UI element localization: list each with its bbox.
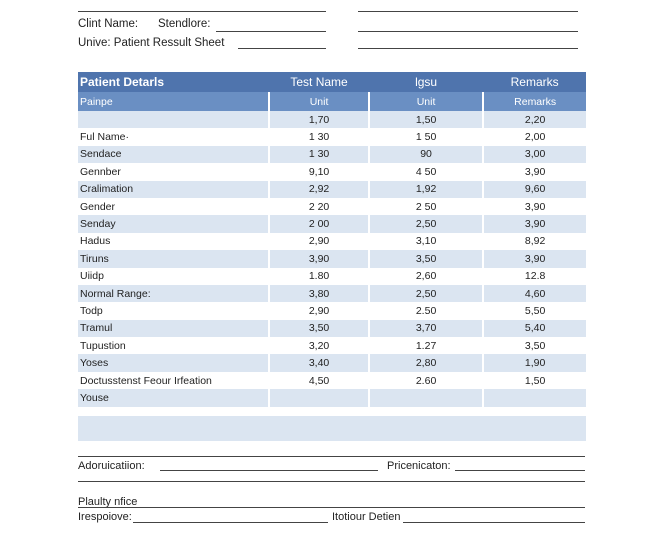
row-label: Normal Range:	[78, 285, 269, 302]
row-value-1: 1 30	[269, 146, 369, 163]
row-label	[78, 111, 269, 128]
footer-line-top	[78, 456, 585, 457]
table-row	[78, 302, 586, 319]
table-row	[78, 146, 586, 163]
row-value-3: 2,00	[483, 128, 586, 145]
authorization-label: Adoruicatiion:	[78, 460, 145, 472]
row-value-2: 1.27	[369, 337, 483, 354]
row-label: Yoses	[78, 354, 269, 371]
standard-label: Stendlore:	[158, 18, 211, 30]
row-value-1: 3,40	[269, 354, 369, 371]
row-label: Senday	[78, 215, 269, 232]
client-name-label: Clint Name:	[78, 18, 139, 30]
row-value-3: 3,90	[483, 215, 586, 232]
row-value-1: 3,80	[269, 285, 369, 302]
sheet-title-field-line[interactable]	[238, 48, 326, 49]
top-line-left	[78, 11, 326, 12]
row-value-2: 2.50	[369, 302, 483, 319]
row-label: Todp	[78, 302, 269, 319]
row-value-3: 9,60	[483, 181, 586, 198]
row-value-3: 3,00	[483, 146, 586, 163]
row-label: Cralimation	[78, 181, 269, 198]
row-label: Hadus	[78, 233, 269, 250]
row-value-1: 1.80	[269, 268, 369, 285]
footer-line-mid	[78, 481, 585, 482]
row-value-3: 12.8	[483, 268, 586, 285]
row-label: Tupustion	[78, 337, 269, 354]
table-row	[78, 372, 586, 389]
table-row	[78, 389, 586, 406]
row-value-3	[483, 389, 586, 406]
row-value-2: 2,50	[369, 215, 483, 232]
row-value-3: 3,90	[483, 198, 586, 215]
row-value-2: 2.60	[369, 372, 483, 389]
prescription-label: Pricenicaton:	[387, 460, 451, 472]
standard-field-line[interactable]	[216, 31, 326, 32]
row-value-3: 1,90	[483, 354, 586, 371]
row-value-3: 3,90	[483, 250, 586, 267]
row-value-2: 2,50	[369, 285, 483, 302]
table-row	[78, 128, 586, 145]
table-row	[78, 198, 586, 215]
row-value-2: 1 50	[369, 128, 483, 145]
right-field-line-1[interactable]	[358, 31, 578, 32]
sheet-title: Unive: Patient Ressult Sheet	[78, 37, 225, 49]
row-label: Doctusstenst Feour Irfeation	[78, 372, 269, 389]
row-label: Uiidp	[78, 268, 269, 285]
facility-field-line[interactable]	[78, 507, 585, 508]
row-label: Tramul	[78, 320, 269, 337]
row-value-3: 4,60	[483, 285, 586, 302]
header-result: lgsu	[369, 72, 483, 92]
row-value-3: 5,50	[483, 302, 586, 319]
subheader-remarks: Remarks	[483, 92, 586, 111]
row-value-1: 2 00	[269, 215, 369, 232]
subheader-unit-2: Unit	[369, 92, 483, 111]
row-value-1: 2,90	[269, 233, 369, 250]
row-value-1: 3,90	[269, 250, 369, 267]
row-value-2: 3,70	[369, 320, 483, 337]
header-remarks: Remarks	[483, 72, 586, 92]
row-value-3: 1,50	[483, 372, 586, 389]
row-value-2: 3,50	[369, 250, 483, 267]
row-value-1: 1 30	[269, 128, 369, 145]
row-value-3: 3,90	[483, 163, 586, 180]
row-value-2: 90	[369, 146, 483, 163]
responsible-label: Irespoiove:	[78, 511, 132, 523]
row-label: Gender	[78, 198, 269, 215]
row-value-2: 2,80	[369, 354, 483, 371]
prescription-field-line[interactable]	[455, 470, 585, 471]
table-row	[78, 215, 586, 232]
row-label: Sendace	[78, 146, 269, 163]
row-value-1: 1,70	[269, 111, 369, 128]
row-value-2: 3,10	[369, 233, 483, 250]
table-row	[78, 163, 586, 180]
row-value-1: 9,10	[269, 163, 369, 180]
row-value-2: 1,50	[369, 111, 483, 128]
row-value-2: 4 50	[369, 163, 483, 180]
table-row	[78, 250, 586, 267]
table-row	[78, 337, 586, 354]
authorization-field-line[interactable]	[160, 470, 378, 471]
row-value-1: 2 20	[269, 198, 369, 215]
row-value-3: 3,50	[483, 337, 586, 354]
row-value-3: 2,20	[483, 111, 586, 128]
header-test-name: Test Name	[269, 72, 369, 92]
header-patient-details: Patient Detarls	[78, 72, 269, 92]
row-value-2	[369, 389, 483, 406]
responsible-field-line[interactable]	[133, 522, 328, 523]
table-row	[78, 181, 586, 198]
subheader-painpe: Painpe	[78, 92, 269, 111]
right-field-line-2[interactable]	[358, 48, 578, 49]
row-value-1	[269, 389, 369, 406]
doctor-field-line[interactable]	[403, 522, 585, 523]
table-row	[78, 233, 586, 250]
row-value-2: 2,60	[369, 268, 483, 285]
facility-label: Plaulty nfice	[78, 496, 138, 508]
doctor-label: Itotiour Detien	[332, 511, 401, 523]
row-label: Tiruns	[78, 250, 269, 267]
row-value-3: 5,40	[483, 320, 586, 337]
row-label: Gennber	[78, 163, 269, 180]
table-row	[78, 285, 586, 302]
results-table	[78, 72, 586, 407]
row-value-1: 3,20	[269, 337, 369, 354]
row-value-2: 1,92	[369, 181, 483, 198]
table-row	[78, 111, 586, 128]
row-label: Ful Name·	[78, 128, 269, 145]
row-value-1: 2,90	[269, 302, 369, 319]
row-value-1: 2,92	[269, 181, 369, 198]
top-line-right	[358, 11, 578, 12]
table-blank-area	[78, 416, 586, 441]
row-value-1: 4,50	[269, 372, 369, 389]
row-value-2: 2 50	[369, 198, 483, 215]
table-header-row	[78, 72, 586, 92]
row-value-1: 3,50	[269, 320, 369, 337]
table-row	[78, 268, 586, 285]
row-value-3: 8,92	[483, 233, 586, 250]
table-row	[78, 354, 586, 371]
table-row	[78, 320, 586, 337]
row-label: Youse	[78, 389, 269, 406]
subheader-unit-1: Unit	[269, 92, 369, 111]
table-subheader-row	[78, 92, 586, 111]
